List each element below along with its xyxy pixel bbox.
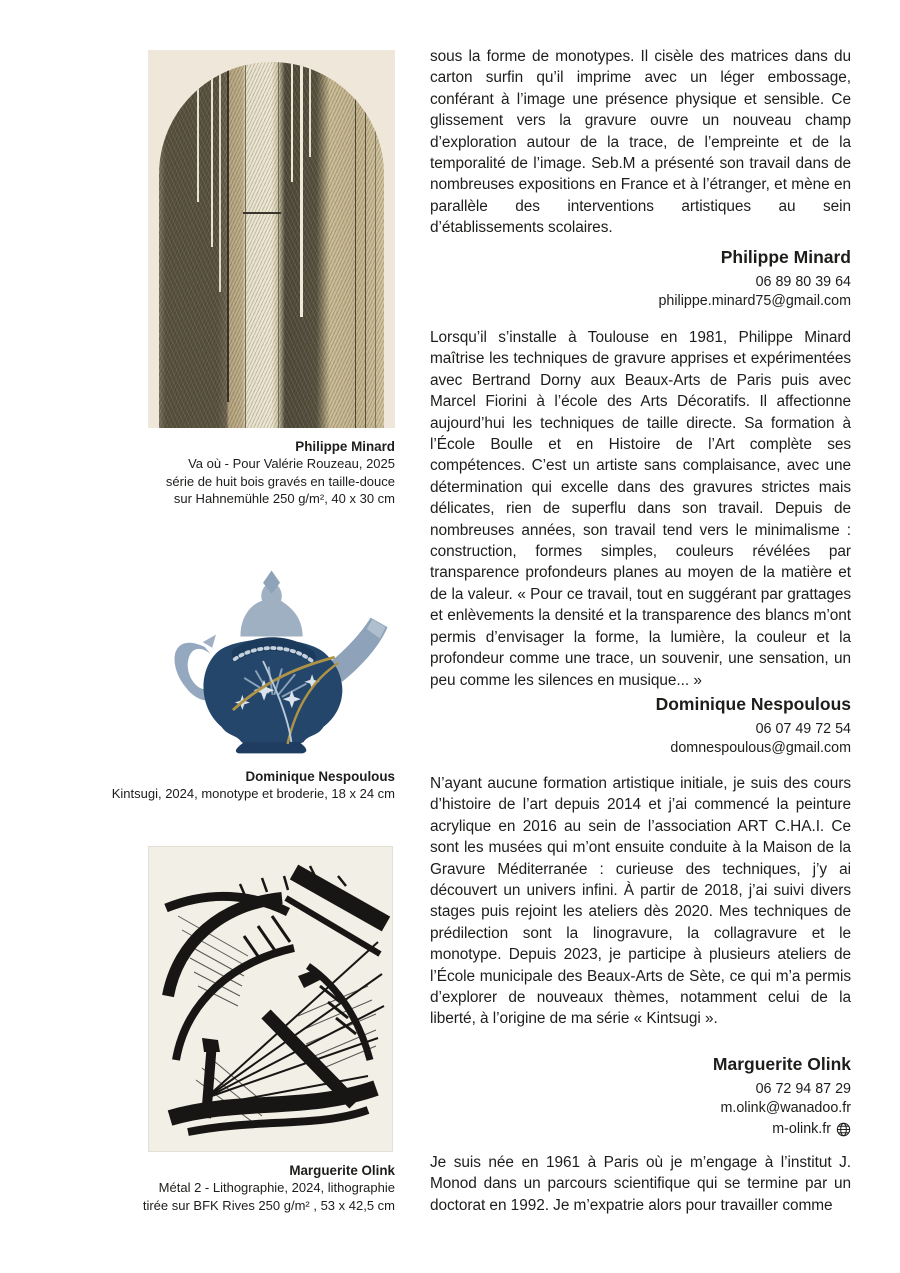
- contact-philippe-minard: [430, 273, 851, 310]
- artwork-arch-engraving-image: [148, 50, 395, 428]
- artist-heading-dominique-nespoulous: Dominique Nespoulous: [655, 694, 851, 714]
- artist-heading-marguerite-olink: Marguerite Olink: [712, 1054, 851, 1074]
- contact-marguerite-olink: [430, 1080, 851, 1117]
- engraving-needle-line: [291, 62, 293, 182]
- engraving-needle-line: [227, 62, 229, 402]
- contact-dominique-nespoulous: [430, 720, 851, 757]
- engraving-needle-line: [375, 62, 376, 428]
- intro-paragraph: sous la forme de monotypes. Il cisèle des matrices dans du carton surfin qu’il imprime avec un léger embossage, conférant à l’image une présence physique et sensible. Ce glissement vers la gravure ouvre un nouveau champ d’exploration autour de la trace, de l’empreinte et de la temporalité de l’image. Seb.M a présenté son travail dans de nombreuses expositions en France et à l’étranger, et mène en parallèle des interventions artistiques au sein d’établissements scolaires.: [430, 48, 851, 237]
- email-address: philippe.minard75@gmail.com: [658, 292, 851, 309]
- caption-artist-name: Dominique Nespoulous: [245, 769, 395, 784]
- caption-line: Kintsugi, 2024, monotype et broderie, 18 x 24 cm: [111, 786, 395, 802]
- caption-dominique-nespoulous-artwork: [70, 768, 395, 803]
- phone-number: 06 89 80 39 64: [755, 274, 851, 290]
- caption-line: tirée sur BFK Rives 250 g/m² , 53 x 42,5 cm: [142, 1197, 395, 1213]
- caption-line: série de huit bois gravés en taille-douce: [165, 473, 395, 489]
- caption-line: Métal 2 - Lithographie, 2024, lithographie: [158, 1180, 395, 1196]
- caption-line: sur Hahnemühle 250 g/m², 40 x 30 cm: [173, 490, 395, 506]
- caption-artist-name: Marguerite Olink: [289, 1163, 395, 1178]
- engraving-needle-line: [197, 62, 199, 202]
- lithograph-illustration: [148, 846, 393, 1152]
- caption-marguerite-olink-artwork: [98, 1162, 395, 1214]
- email-address: m.olink@wanadoo.fr: [720, 1099, 851, 1116]
- phone-number: 06 72 94 87 29: [755, 1081, 851, 1097]
- artist-heading-philippe-minard: Philippe Minard: [720, 247, 851, 267]
- engraving-needle-line: [219, 62, 221, 292]
- website-row-marguerite-olink: [430, 1121, 851, 1137]
- engraving-needle-line: [309, 62, 311, 157]
- engraving-needle-line: [365, 62, 366, 428]
- engraving-needle-line: [278, 62, 279, 428]
- artwork-kintsugi-teapot-image: [150, 562, 395, 760]
- email-address: domnespoulous@gmail.com: [670, 739, 851, 756]
- engraving-needle-line: [245, 62, 246, 428]
- caption-artist-name: Philippe Minard: [295, 439, 395, 454]
- globe-icon: [836, 1122, 851, 1137]
- engraving-cross-line: [243, 212, 281, 214]
- arch-engraving-shape: [159, 62, 384, 428]
- bio-paragraph-marguerite-olink: Je suis née en 1961 à Paris où je m’engage à l’institut J. Monod dans un parcours scientifique qui se termine par un doctorat en 1992. Je m’expatrie alors pour travailler comme: [430, 1154, 851, 1214]
- engraving-needle-line: [355, 62, 356, 428]
- caption-philippe-minard-artwork: [98, 438, 395, 507]
- bio-paragraph-dominique-nespoulous: N’ayant aucune formation artistique initiale, je suis des cours d’histoire de l’art depuis 2014 et j’ai commencé la peinture acrylique en 2016 au sein de l’association ART C.HA.I. Ce sont les musées qui m’ont ensuite conduite à la Maison de la Gravure Méditerranée : curieuse des techniques, j’y ai découvert un univers infini. À partir de 2018, j’ai suivi divers stages puis rejoint les ateliers dès 2020. Mes techniques de prédilection sont la linogravure, la collagravure et le monotype. Depuis 2023, je participe à plusieurs ateliers de l’École municipale des Beaux-Arts de Sète, ce qui m’a permis d’explorer de nouveaux thèmes, notamment celui de la liberté, à l’origine de ma série « Kintsugi ».: [430, 775, 851, 1028]
- artwork-metal-lithograph-image: [148, 846, 393, 1152]
- phone-number: 06 07 49 72 54: [755, 721, 851, 737]
- engraving-needle-line: [300, 62, 303, 317]
- caption-line: Va où - Pour Valérie Rouzeau, 2025: [188, 456, 395, 472]
- website-url: m-olink.fr: [772, 1121, 831, 1137]
- bio-paragraph-philippe-minard: Lorsqu’il s’installe à Toulouse en 1981, Philippe Minard maîtrise les techniques de gravure apprises et expérimentées avec Bertrand Dorny aux Beaux-Arts de Paris puis avec Marcel Fiorini à l’école des Arts Décoratifs. Il affectionne aujourd’hui les techniques de taille directe. Sa formation à l’École Boulle et en Histoire de l’Art complète ses compétences. C’est un artiste sans complaisance, avec une détermination qui excelle dans des gravures strictes mais délicates, rien de superflu dans son travail. Depuis de nombreuses années, son travail tend vers le minimalisme : construction, formes simples, couleurs révélées par transparence profondeurs planes au moyen de la matière et de la valeur. « Pour ce travail, tout en suggérant par grattages et enlèvements la densité et la transparence des blancs m’ont permis d’envisager la forme, la lumière, la couleur et la profondeur comme une trace, un souvenir, une sensation, un peu comme les silences en musique... »: [430, 329, 851, 689]
- engraving-needle-line: [211, 62, 213, 247]
- teapot-illustration: [150, 562, 395, 760]
